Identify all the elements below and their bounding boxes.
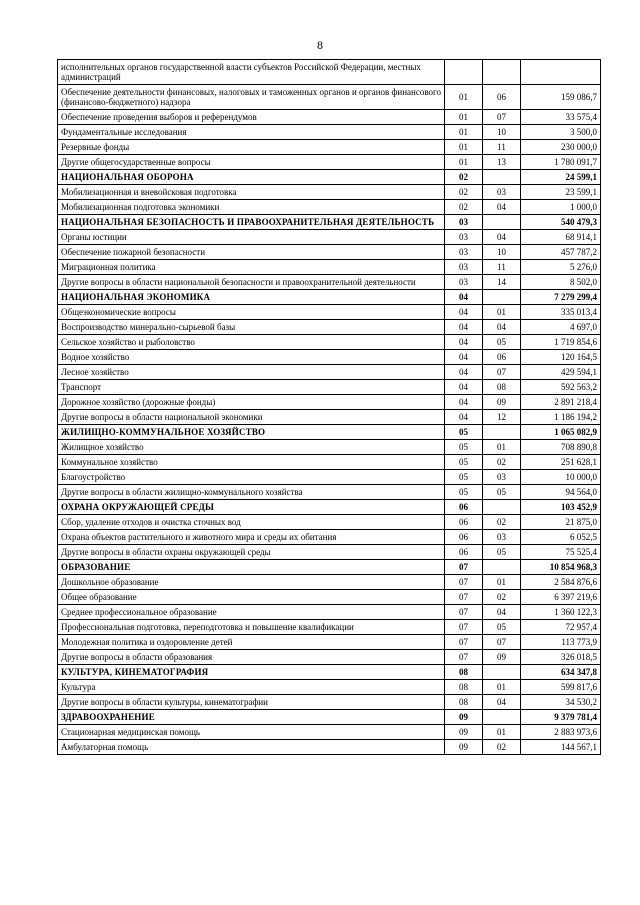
row-section-code-cell: 05 (445, 440, 483, 455)
table-row (58, 620, 601, 635)
section-header-row (58, 500, 601, 515)
table-row (58, 470, 601, 485)
row-subsection-code-cell: 11 (483, 140, 521, 155)
table-row (58, 60, 601, 85)
table-row (58, 575, 601, 590)
row-amount-cell: 21 875,0 (521, 515, 601, 530)
table-row (58, 350, 601, 365)
table-row (58, 650, 601, 665)
row-amount-cell: 2 584 876,6 (521, 575, 601, 590)
row-name-cell: Среднее профессиональное образование (58, 605, 445, 620)
row-section-code-cell: 01 (445, 140, 483, 155)
row-subsection-code-cell: 02 (483, 590, 521, 605)
row-name-cell: Другие вопросы в области жилищно-коммунального хозяйства (58, 485, 445, 500)
row-amount-cell: 592 563,2 (521, 380, 601, 395)
row-subsection-code-cell: 10 (483, 125, 521, 140)
row-name-cell: Миграционная политика (58, 260, 445, 275)
row-amount-cell: 1 360 122,3 (521, 605, 601, 620)
row-subsection-code-cell: 06 (483, 85, 521, 110)
row-section-code-cell: 04 (445, 305, 483, 320)
row-amount-cell: 72 957,4 (521, 620, 601, 635)
row-section-code-cell: 01 (445, 155, 483, 170)
table-row (58, 485, 601, 500)
row-section-code-cell: 01 (445, 125, 483, 140)
row-subsection-code-cell: 01 (483, 725, 521, 740)
row-name-cell: ОХРАНА ОКРУЖАЮЩЕЙ СРЕДЫ (58, 500, 445, 515)
row-subsection-code-cell: 02 (483, 455, 521, 470)
row-amount-cell: 457 787,2 (521, 245, 601, 260)
row-subsection-code-cell: 12 (483, 410, 521, 425)
row-name-cell: Профессиональная подготовка, переподготовка и повышение квалификации (58, 620, 445, 635)
table-row (58, 635, 601, 650)
row-subsection-code-cell (483, 560, 521, 575)
row-section-code-cell: 05 (445, 455, 483, 470)
row-subsection-code-cell: 04 (483, 200, 521, 215)
row-name-cell: Жилищное хозяйство (58, 440, 445, 455)
row-subsection-code-cell: 13 (483, 155, 521, 170)
row-name-cell: КУЛЬТУРА, КИНЕМАТОГРАФИЯ (58, 665, 445, 680)
row-section-code-cell: 08 (445, 665, 483, 680)
row-subsection-code-cell (483, 170, 521, 185)
row-section-code-cell: 01 (445, 110, 483, 125)
row-section-code-cell: 04 (445, 365, 483, 380)
row-name-cell: ЖИЛИЩНО-КОММУНАЛЬНОЕ ХОЗЯЙСТВО (58, 425, 445, 440)
row-section-code-cell: 09 (445, 710, 483, 725)
row-name-cell: Благоустройство (58, 470, 445, 485)
row-name-cell: Амбулаторная помощь (58, 740, 445, 755)
table-row (58, 110, 601, 125)
row-subsection-code-cell: 03 (483, 470, 521, 485)
row-subsection-code-cell: 03 (483, 530, 521, 545)
row-name-cell: Воспроизводство минерально-сырьевой базы (58, 320, 445, 335)
row-amount-cell: 94 564,0 (521, 485, 601, 500)
row-section-code-cell: 06 (445, 515, 483, 530)
row-amount-cell: 5 276,0 (521, 260, 601, 275)
table-row (58, 365, 601, 380)
row-subsection-code-cell: 02 (483, 515, 521, 530)
budget-table (57, 59, 601, 755)
table-row (58, 545, 601, 560)
row-name-cell: Мобилизационная и вневойсковая подготовка (58, 185, 445, 200)
row-amount-cell: 24 599,1 (521, 170, 601, 185)
row-name-cell: Стационарная медицинская помощь (58, 725, 445, 740)
row-amount-cell: 634 347,8 (521, 665, 601, 680)
row-section-code-cell: 03 (445, 215, 483, 230)
row-amount-cell: 144 567,1 (521, 740, 601, 755)
section-header-row (58, 290, 601, 305)
table-row (58, 155, 601, 170)
row-amount-cell: 23 599,1 (521, 185, 601, 200)
row-name-cell: Культура (58, 680, 445, 695)
row-amount-cell: 103 452,9 (521, 500, 601, 515)
row-subsection-code-cell: 04 (483, 605, 521, 620)
row-amount-cell: 708 890,8 (521, 440, 601, 455)
row-subsection-code-cell: 01 (483, 305, 521, 320)
row-amount-cell: 540 479,3 (521, 215, 601, 230)
row-section-code-cell: 06 (445, 545, 483, 560)
row-subsection-code-cell: 01 (483, 575, 521, 590)
row-name-cell: Обеспечение пожарной безопасности (58, 245, 445, 260)
row-section-code-cell: 03 (445, 230, 483, 245)
section-header-row (58, 560, 601, 575)
row-section-code-cell: 04 (445, 320, 483, 335)
row-subsection-code-cell: 02 (483, 740, 521, 755)
table-row (58, 230, 601, 245)
row-name-cell: Другие вопросы в области национальной экономики (58, 410, 445, 425)
row-section-code-cell: 09 (445, 740, 483, 755)
row-subsection-code-cell (483, 425, 521, 440)
row-name-cell: Другие вопросы в области образования (58, 650, 445, 665)
table-row (58, 680, 601, 695)
row-name-cell: Другие вопросы в области национальной безопасности и правоохранительной деятельности (58, 275, 445, 290)
row-section-code-cell: 06 (445, 530, 483, 545)
row-name-cell: Коммунальное хозяйство (58, 455, 445, 470)
row-amount-cell: 3 500,0 (521, 125, 601, 140)
table-row (58, 695, 601, 710)
row-section-code-cell: 01 (445, 85, 483, 110)
row-subsection-code-cell (483, 665, 521, 680)
row-name-cell: Общеэкономические вопросы (58, 305, 445, 320)
row-name-cell: Другие вопросы в области охраны окружающей среды (58, 545, 445, 560)
row-amount-cell: 326 018,5 (521, 650, 601, 665)
row-name-cell: Молодежная политика и оздоровление детей (58, 635, 445, 650)
page-number: 8 (317, 38, 323, 52)
row-name-cell: НАЦИОНАЛЬНАЯ БЕЗОПАСНОСТЬ И ПРАВООХРАНИТЕЛЬНАЯ ДЕЯТЕЛЬНОСТЬ (58, 215, 445, 230)
row-section-code-cell: 08 (445, 695, 483, 710)
row-section-code-cell: 04 (445, 350, 483, 365)
row-name-cell: Дошкольное образование (58, 575, 445, 590)
table-row (58, 185, 601, 200)
row-section-code-cell: 03 (445, 275, 483, 290)
row-name-cell: НАЦИОНАЛЬНАЯ ОБОРОНА (58, 170, 445, 185)
row-subsection-code-cell: 05 (483, 485, 521, 500)
row-amount-cell: 1 780 091,7 (521, 155, 601, 170)
row-section-code-cell: 04 (445, 410, 483, 425)
section-header-row (58, 215, 601, 230)
row-subsection-code-cell: 09 (483, 395, 521, 410)
row-subsection-code-cell: 09 (483, 650, 521, 665)
row-section-code-cell: 07 (445, 605, 483, 620)
row-subsection-code-cell: 03 (483, 185, 521, 200)
table-row (58, 725, 601, 740)
budget-table-body (58, 60, 601, 755)
row-section-code-cell: 06 (445, 500, 483, 515)
table-row (58, 140, 601, 155)
row-amount-cell: 159 086,7 (521, 85, 601, 110)
row-amount-cell: 10 854 968,3 (521, 560, 601, 575)
row-section-code-cell: 05 (445, 485, 483, 500)
row-section-code-cell: 07 (445, 560, 483, 575)
row-subsection-code-cell: 10 (483, 245, 521, 260)
row-subsection-code-cell: 06 (483, 350, 521, 365)
row-section-code-cell: 07 (445, 635, 483, 650)
row-amount-cell: 7 279 299,4 (521, 290, 601, 305)
row-name-cell: Лесное хозяйство (58, 365, 445, 380)
row-section-code-cell: 04 (445, 290, 483, 305)
row-amount-cell: 34 530,2 (521, 695, 601, 710)
table-row (58, 335, 601, 350)
row-subsection-code-cell (483, 60, 521, 85)
table-row (58, 590, 601, 605)
row-name-cell: Охрана объектов растительного и животного мира и среды их обитания (58, 530, 445, 545)
table-row (58, 455, 601, 470)
row-subsection-code-cell (483, 290, 521, 305)
table-row (58, 380, 601, 395)
row-name-cell: Мобилизационная подготовка экономики (58, 200, 445, 215)
row-name-cell: Дорожное хозяйство (дорожные фонды) (58, 395, 445, 410)
row-amount-cell: 113 773,9 (521, 635, 601, 650)
row-name-cell: Сбор, удаление отходов и очистка сточных вод (58, 515, 445, 530)
table-row (58, 515, 601, 530)
row-section-code-cell: 07 (445, 620, 483, 635)
row-subsection-code-cell: 07 (483, 635, 521, 650)
row-amount-cell (521, 60, 601, 85)
row-amount-cell: 33 575,4 (521, 110, 601, 125)
row-amount-cell: 335 013,4 (521, 305, 601, 320)
row-section-code-cell: 05 (445, 425, 483, 440)
table-row (58, 200, 601, 215)
row-section-code-cell: 04 (445, 395, 483, 410)
row-name-cell: НАЦИОНАЛЬНАЯ ЭКОНОМИКА (58, 290, 445, 305)
row-amount-cell: 9 379 781,4 (521, 710, 601, 725)
row-amount-cell: 6 052,5 (521, 530, 601, 545)
row-name-cell: Общее образование (58, 590, 445, 605)
row-subsection-code-cell: 04 (483, 320, 521, 335)
row-name-cell: ЗДРАВООХРАНЕНИЕ (58, 710, 445, 725)
row-section-code-cell: 04 (445, 380, 483, 395)
row-subsection-code-cell: 07 (483, 365, 521, 380)
row-amount-cell: 4 697,0 (521, 320, 601, 335)
row-name-cell: Обеспечение деятельности финансовых, налоговых и таможенных органов и органов финансового (финансово-бюджетного) надзора (58, 85, 445, 110)
row-name-cell: Обеспечение проведения выборов и референдумов (58, 110, 445, 125)
table-row (58, 395, 601, 410)
row-name-cell: Сельское хозяйство и рыболовство (58, 335, 445, 350)
row-section-code-cell (445, 60, 483, 85)
row-name-cell: Транспорт (58, 380, 445, 395)
row-amount-cell: 1 065 082,9 (521, 425, 601, 440)
row-section-code-cell: 02 (445, 200, 483, 215)
row-section-code-cell: 02 (445, 185, 483, 200)
table-row (58, 320, 601, 335)
row-name-cell: ОБРАЗОВАНИЕ (58, 560, 445, 575)
table-row (58, 85, 601, 110)
row-amount-cell: 120 164,5 (521, 350, 601, 365)
row-subsection-code-cell: 11 (483, 260, 521, 275)
table-row (58, 275, 601, 290)
table-row (58, 740, 601, 755)
row-name-cell: Фундаментальные исследования (58, 125, 445, 140)
row-section-code-cell: 03 (445, 260, 483, 275)
row-section-code-cell: 07 (445, 575, 483, 590)
row-amount-cell: 251 628,1 (521, 455, 601, 470)
row-section-code-cell: 09 (445, 725, 483, 740)
row-amount-cell: 68 914,1 (521, 230, 601, 245)
row-name-cell: Другие общегосударственные вопросы (58, 155, 445, 170)
row-subsection-code-cell: 05 (483, 620, 521, 635)
row-subsection-code-cell: 07 (483, 110, 521, 125)
row-section-code-cell: 07 (445, 650, 483, 665)
row-name-cell: Резервные фонды (58, 140, 445, 155)
row-subsection-code-cell: 04 (483, 230, 521, 245)
row-amount-cell: 2 883 973,6 (521, 725, 601, 740)
row-section-code-cell: 04 (445, 335, 483, 350)
section-header-row (58, 710, 601, 725)
row-section-code-cell: 07 (445, 590, 483, 605)
row-subsection-code-cell: 01 (483, 680, 521, 695)
row-subsection-code-cell: 14 (483, 275, 521, 290)
row-amount-cell: 1 186 194,2 (521, 410, 601, 425)
row-subsection-code-cell (483, 215, 521, 230)
row-name-cell: исполнительных органов государственной власти субъектов Российской Федерации, местных администраций (58, 60, 445, 85)
row-amount-cell: 230 000,0 (521, 140, 601, 155)
table-row (58, 440, 601, 455)
table-row (58, 125, 601, 140)
row-subsection-code-cell: 05 (483, 335, 521, 350)
row-amount-cell: 8 502,0 (521, 275, 601, 290)
row-subsection-code-cell: 05 (483, 545, 521, 560)
row-name-cell: Другие вопросы в области культуры, кинематографии (58, 695, 445, 710)
row-section-code-cell: 03 (445, 245, 483, 260)
section-header-row (58, 665, 601, 680)
row-section-code-cell: 05 (445, 470, 483, 485)
row-subsection-code-cell: 01 (483, 440, 521, 455)
table-row (58, 410, 601, 425)
row-name-cell: Водное хозяйство (58, 350, 445, 365)
table-row (58, 245, 601, 260)
table-row (58, 605, 601, 620)
row-subsection-code-cell: 08 (483, 380, 521, 395)
row-amount-cell: 429 594,1 (521, 365, 601, 380)
section-header-row (58, 170, 601, 185)
section-header-row (58, 425, 601, 440)
row-section-code-cell: 02 (445, 170, 483, 185)
row-amount-cell: 1 000,0 (521, 200, 601, 215)
row-subsection-code-cell: 04 (483, 695, 521, 710)
row-amount-cell: 75 525,4 (521, 545, 601, 560)
row-amount-cell: 2 891 218,4 (521, 395, 601, 410)
table-row (58, 305, 601, 320)
row-subsection-code-cell (483, 710, 521, 725)
row-section-code-cell: 08 (445, 680, 483, 695)
table-row (58, 260, 601, 275)
row-name-cell: Органы юстиции (58, 230, 445, 245)
row-amount-cell: 10 000,0 (521, 470, 601, 485)
row-amount-cell: 6 397 219,6 (521, 590, 601, 605)
table-row (58, 530, 601, 545)
row-amount-cell: 599 817,6 (521, 680, 601, 695)
row-amount-cell: 1 719 854,6 (521, 335, 601, 350)
row-subsection-code-cell (483, 500, 521, 515)
